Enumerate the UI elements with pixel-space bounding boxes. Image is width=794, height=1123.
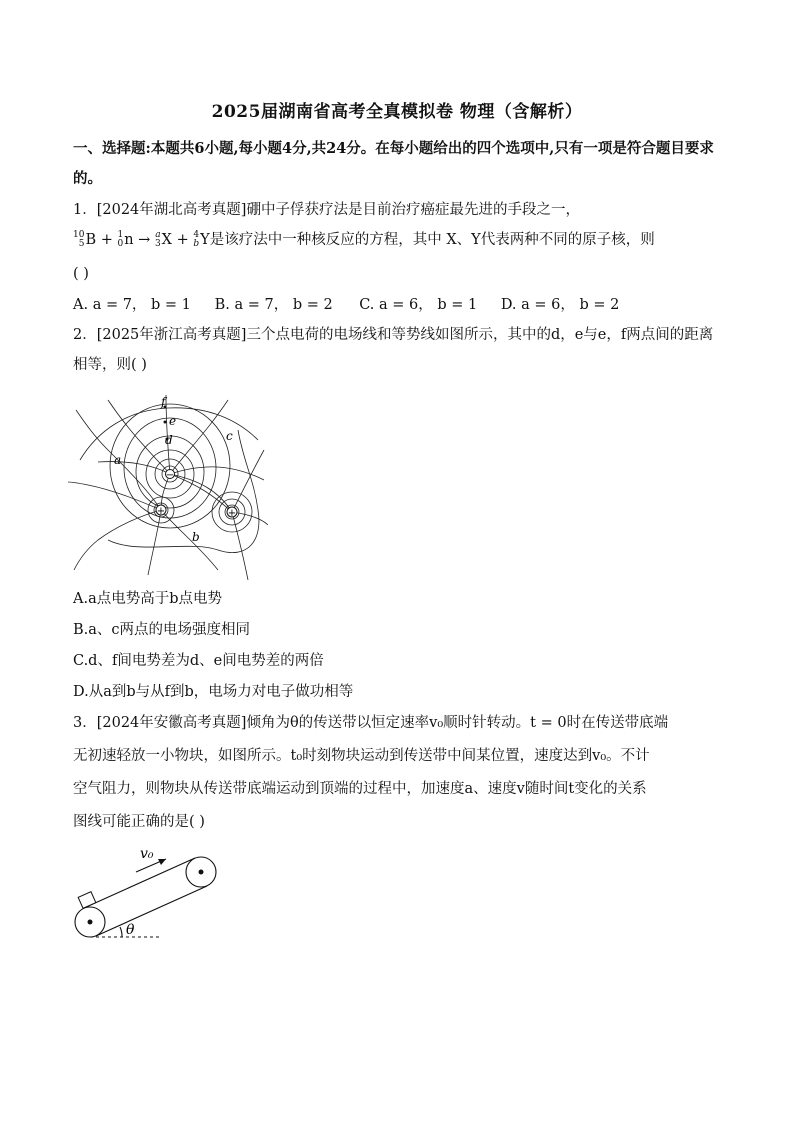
- label-a: a: [114, 453, 122, 467]
- negative-charge-sign: −: [165, 470, 175, 481]
- block: [78, 892, 96, 909]
- q1-option-d[interactable]: D. a = 6， b = 2: [500, 297, 620, 313]
- label-c: c: [226, 429, 233, 443]
- point-e-dot: [164, 421, 167, 424]
- y-indices: 4 b: [193, 230, 200, 249]
- boron-indices: 10 5: [73, 230, 85, 249]
- bottom-pulley-axle: [88, 920, 93, 925]
- q2-option-d[interactable]: D.从a到b与从f到b，电场力对电子做功相等: [73, 684, 354, 700]
- q1-option-c[interactable]: C. a = 6， b = 1: [359, 297, 478, 313]
- positive-charge-2-sign: +: [227, 508, 237, 519]
- top-pulley-axle: [199, 870, 204, 875]
- q3-line-3: 空气阻力，则物块从传送带底端运动到顶端的过程中，加速度a、速度v随时间t变化的关系: [73, 781, 647, 797]
- q1-option-a[interactable]: A. a = 7， b = 1: [73, 297, 191, 313]
- q1-paren: ( ): [73, 266, 89, 282]
- q2-option-a[interactable]: A.a点电势高于b点电势: [73, 591, 223, 607]
- q3-line-4: 图线可能正确的是( ): [73, 814, 205, 830]
- x-indices: a 3: [154, 230, 161, 249]
- label-v0: v₀: [140, 846, 154, 862]
- q2-option-b[interactable]: B.a、c两点的电场强度相同: [73, 622, 251, 638]
- label-f: f: [161, 395, 166, 409]
- label-theta: θ: [126, 922, 135, 938]
- q3-line-2: 无初速轻放一小物块，如图所示。t₀时刻物块运动到传送带中间某位置，速度达到v₀。不计: [73, 748, 650, 764]
- belt-bottom: [96, 886, 207, 936]
- q3-line-1: 3．[2024年安徽高考真题]倾角为θ的传送带以恒定速率v₀顺时针转动。t = 0时在传送带底端: [73, 715, 669, 731]
- belt-top: [84, 858, 195, 908]
- label-b: b: [192, 530, 200, 544]
- q1-option-b[interactable]: B. a = 7， b = 2: [214, 297, 333, 313]
- section-header: 一、选择题:本题共6小题,每小题4分,共24分。在每小题给出的四个选项中,只有一项是符合题目要求的。: [73, 140, 714, 187]
- page-title: 2025届湖南省高考全真模拟卷 物理（含解析）: [211, 102, 583, 122]
- neutron-indices: 1 0: [117, 230, 124, 249]
- electric-field-figure: [68, 390, 268, 580]
- q1-equation: 10 5 B + 1 0 n → a 3 X + 4 b Y是该疗法中一种核反应的方程，其中 X、Y代表两种不同的原子核，则: [73, 230, 655, 249]
- angle-arc: [120, 927, 122, 937]
- q1-eq-tail: 是该疗法中一种核反应的方程，其中 X、Y代表两种不同的原子核，则: [209, 232, 655, 248]
- q2-lead: 2．[2025年浙江高考真题]三个点电荷的电场线和等势线如图所示，其中的d，e与e，f两点间的距离相等，则( ): [73, 327, 714, 373]
- label-d: d: [165, 433, 173, 447]
- q1-options: [73, 293, 619, 314]
- q1-lead: 1．[2024年湖北高考真题]硼中子俘获疗法是目前治疗癌症最先进的手段之一，: [73, 202, 580, 218]
- q2-option-c[interactable]: C.d、f间电势差为d、e间电势差的两倍: [73, 653, 324, 669]
- positive-charge-1-sign: +: [156, 506, 166, 517]
- label-e: e: [169, 414, 177, 428]
- conveyor-belt-figure: [70, 842, 240, 952]
